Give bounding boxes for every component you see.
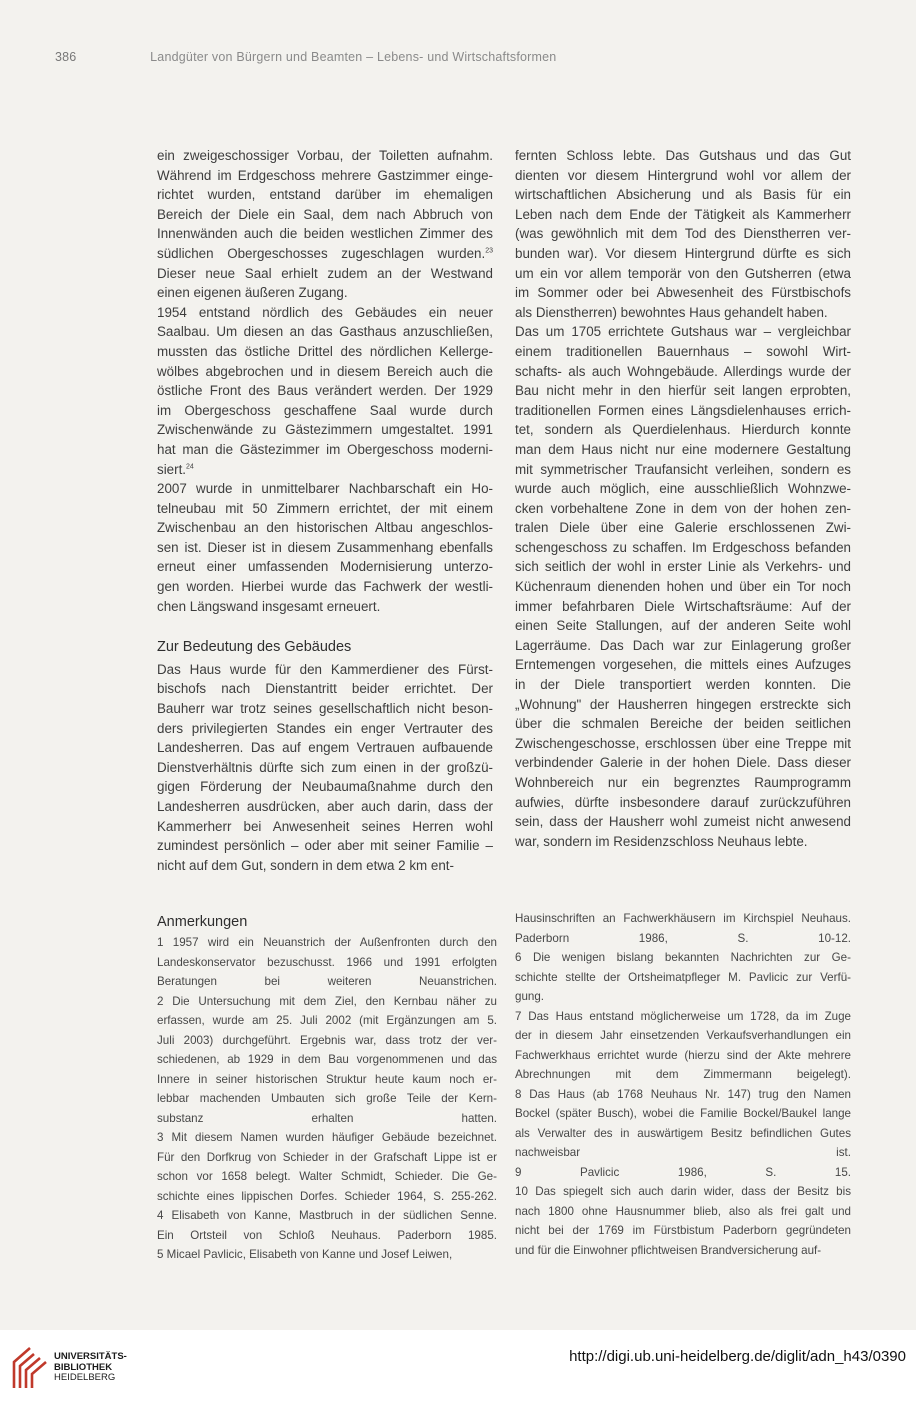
text-line: einen eigenen äußeren Zugang. xyxy=(157,285,348,301)
text-line: bunden war). Vor diesem Hintergrund dürfte es sich xyxy=(515,245,851,261)
text-line: cken vorbehaltene Zone in dem von der hohen zen- xyxy=(515,500,851,516)
text-line: Juli 2003) durchgeführt. Ergebnis war, dass trotz der ver- xyxy=(157,1033,497,1047)
text-line: richtet wurden, entstand darüber im ehemaligen xyxy=(157,187,493,203)
text-line: Ein Ortsteil von Schloß Neuhaus. Paderborn 1985. xyxy=(157,1228,497,1242)
text-line: Dienstverhältnis dürfte sich zum einen in der großzü- xyxy=(157,759,493,775)
text-line: Fachwerkhaus errichtet wurde (hierzu sind der Akte mehrere xyxy=(515,1048,851,1062)
library-name xyxy=(54,1352,127,1384)
text-line: schon vor 1658 belegt. Walter Schmidt, Schieder. Die Ge- xyxy=(157,1170,497,1183)
text-line: 9 Pavlicic 1986, S. 15. xyxy=(515,1165,851,1179)
text-line: 2 Die Untersuchung mit dem Ziel, den Kernbau näher zu xyxy=(157,994,497,1008)
text-line: man dem Haus nicht nur eine modernere Gestaltung xyxy=(515,441,851,457)
text-line: Bockel (später Busch), wobei die Familie Bockel/Baukel lange xyxy=(515,1107,851,1120)
text-line: Innenwänden auch die beiden westlichen Zimmer des xyxy=(157,226,493,242)
text-line: schengeschoss zu schaffen. Im Erdgeschoss befanden xyxy=(515,539,851,555)
text-line: Landeskonservator bezuschusst. 1966 und 1991 erfolgten xyxy=(157,955,497,969)
text-line: über die schmalen Bereiche der beiden seitlichen xyxy=(515,716,851,732)
text-line: (was gewöhnlich mit dem Tod des Dienstherren ver- xyxy=(515,226,851,242)
text-line: erneut einer umfassenden Modernisierung unterzo- xyxy=(157,559,493,575)
text-line: als Dienstherren) bewohntes Haus gehandelt haben. xyxy=(515,304,828,320)
text-line: Abrechnungen mit dem Zimmermann beigelegt). xyxy=(515,1068,851,1081)
notes-heading: Anmerkungen xyxy=(157,914,248,930)
text-line: mussten das östliche Drittel des nördlichen Kellerge- xyxy=(157,343,493,359)
text-line: 7 Das Haus entstand möglicherweise um 1728, da im Zuge xyxy=(515,1009,851,1023)
text-line: ein zweigeschossiger Vorbau, der Toiletten aufnahm. xyxy=(157,148,493,163)
text-line: immer befahrbaren Diele Wirtschaftsräume: Auf der xyxy=(515,598,851,614)
text-line: sein, dass der Hausherr wohl zumeist nicht anwesend xyxy=(515,814,851,830)
text-line: erfassen, wurde am 25. Juli 2002 (mit Ergänzungen am 5. xyxy=(157,1014,497,1027)
text-line: um ein vor allem temporär von den Gutsherren (etwa xyxy=(515,265,851,281)
text-line: Für den Dorfkrug von Schieder in der Grafschaft Lippe ist er xyxy=(157,1150,497,1164)
text-line: 4 Elisabeth von Kanne, Mastbruch in der südlichen Senne. xyxy=(157,1209,497,1222)
text-line: war, sondern im Residenzschloss Neuhaus lebte. xyxy=(515,833,808,849)
text-line: dienten vor diesem Hintergrund wohl vor allem der xyxy=(515,167,851,183)
right-text-column xyxy=(515,146,851,851)
paragraph xyxy=(157,146,493,303)
library-name-line: HEIDELBERG xyxy=(54,1372,116,1383)
text-line: wölbes abgebrochen und in diesem Bereich auch die xyxy=(157,363,493,379)
text-line: Dieser neue Saal erhielt zudem an der Westwand xyxy=(157,265,493,281)
text-line: als Verwalter des in auswärtigem Besitz befindlichen Gutes xyxy=(515,1126,851,1140)
text-line: Innere in seiner historischen Struktur heute kaum noch er- xyxy=(157,1072,497,1086)
text-line: Das Haus wurde für den Kammerdiener des Fürst- xyxy=(157,661,493,677)
text-line: Während im Erdgeschoss mehrere Gastzimmer einge- xyxy=(157,167,493,183)
text-line: sich seitlich der wohl in erster Linie als Verkehrs- und xyxy=(515,559,851,575)
text-line: Bauherr war trotz seines gesellschaftlich nicht beson- xyxy=(157,701,493,717)
text-line: Erntemengen vorgesehen, die mittels eines Aufzuges xyxy=(515,657,851,673)
text-line: chen Längswand insgesamt erneuert. xyxy=(157,598,381,614)
left-text-column xyxy=(157,146,493,875)
text-line: gen worden. Hierbei wurde das Fachwerk der westli- xyxy=(157,579,493,595)
paragraph xyxy=(157,660,493,876)
paragraph xyxy=(157,479,493,616)
text-line: im Sommer oder bei Abwesenheit des Fürstbischofs xyxy=(515,285,851,301)
text-line: 1954 entstand nördlich des Gebäudes ein neuer xyxy=(157,304,493,320)
page-number: 386 xyxy=(55,50,77,64)
text-line: nach 1800 ohne Hausnummer blieb, also als frei galt und xyxy=(515,1204,851,1218)
text-line: und für die Einwohner pflichtweisen Brandversicherung auf- xyxy=(515,1243,822,1257)
text-line: einen Seite Stallungen, auf der anderen Seite wohl xyxy=(515,618,851,634)
section-heading: Zur Bedeutung des Gebäudes xyxy=(157,639,352,656)
footnote-ref[interactable]: 24 xyxy=(186,463,194,471)
notes-right-column xyxy=(515,909,851,1260)
text-line: mit symmetrischer Traufansicht verleihen, sondern es xyxy=(515,461,851,477)
text-line: Landesherren ausdrücken, aber auch darin, dass der xyxy=(157,799,493,814)
text-line: zumindest persönlich – oder aber mit seiner Familie – xyxy=(157,838,493,854)
text-line: wurde auch möglich, eine ausschließlich Wohnzwe- xyxy=(515,481,851,497)
text-line: traditionellen Formen eines Längsdielenhauses errich- xyxy=(515,402,851,418)
text-line: südlichen Obergeschosses zugeschlagen wurden.$^{23}$ xyxy=(157,245,493,261)
text-line: fernten Schloss lebte. Das Gutshaus und das Gut xyxy=(515,148,851,163)
text-line: bischofs nach Dienstantritt beider errichtet. Der xyxy=(157,681,493,697)
text-line: 1 1957 wird ein Neuanstrich der Außenfronten durch den xyxy=(157,936,497,949)
text-line: Paderborn 1986, S. 10-12. xyxy=(515,931,851,945)
text-line: 5 Micael Pavlicic, Elisabeth von Kanne und Josef Leiwen, xyxy=(157,1248,453,1261)
notes-left-column xyxy=(157,933,497,1265)
text-line: tet, sondern als Querdielenhaus. Hierdurch konnte xyxy=(515,422,851,438)
text-line: Kammerherr bei Anwesenheit seines Herren wohl xyxy=(157,818,493,834)
paragraph xyxy=(157,303,493,479)
text-line: schiedenen, ab 1929 in dem Bau vorgenommenen und das xyxy=(157,1053,497,1066)
library-name-line: UNIVERSITÄTS- xyxy=(54,1351,127,1362)
text-line: östliche Front des Baus verändert werden. Der 1929 xyxy=(157,383,493,399)
text-line: telneubau mit 50 Zimmern errichtet, der mit einem xyxy=(157,500,493,516)
library-name-line: BIBLIOTHEK xyxy=(54,1361,113,1373)
text-line: Landesherren. Das auf engem Vertrauen aufbauende xyxy=(157,740,493,756)
text-line: schichte eines lippischen Dorfes. Schieder 1964, S. 255-262. xyxy=(157,1189,497,1203)
permalink-url[interactable]: http://digi.ub.uni-heidelberg.de/diglit/adn_h43/0390 xyxy=(569,1348,906,1365)
text-line: schichte stellte der Ortsheimatpfleger M. Pavlicic zur Verfü- xyxy=(515,970,851,984)
text-line: 6 Die wenigen bislang bekannten Nachrichten zur Ge- xyxy=(515,951,851,964)
text-line: siert.$^{24}$ xyxy=(157,461,194,477)
text-line: der in diesem Jahr einsetzenden Verkaufsverhandlungen ein xyxy=(515,1029,851,1042)
text-line: wirtschaftlichen Absicherung und als Basis für ein xyxy=(515,187,851,203)
text-line: Bereich der Diele ein Saal, dem nach Abbruch von xyxy=(157,206,493,222)
text-line: nachweisbar ist. xyxy=(515,1146,851,1159)
running-head xyxy=(55,50,556,64)
text-line: sen ist. Dieser ist in diesem Zusammenhang ebenfalls xyxy=(157,539,493,555)
text-line: hat man die Gästezimmer im Obergeschoss moderni- xyxy=(157,441,493,457)
text-line: in der Diele transportiert werden konnten. Die xyxy=(515,677,851,693)
text-line: Saalbau. Um diesen an das Gasthaus anzuschließen, xyxy=(157,324,493,340)
text-line: Leben nach dem Ende der Tätigkeit als Kammerherr xyxy=(515,206,851,222)
text-line: Beratungen bei weiteren Neuanstrichen. xyxy=(157,975,497,988)
text-line: einem traditionellen Bauernhaus – sowohl Wirt- xyxy=(515,343,851,359)
text-line: 3 Mit diesem Namen wurden häufiger Gebäude bezeichnet. xyxy=(157,1131,497,1144)
text-line: schafts- als auch Wohngebäude. Allerdings wurde der xyxy=(515,363,851,379)
text-line: gung. xyxy=(515,990,545,1003)
text-line: Das um 1705 errichtete Gutshaus war – vergleichbar xyxy=(515,324,851,340)
text-line: „Wohnung" der Hausherren hingegen erstreckte sich xyxy=(515,696,851,712)
text-line: aufwies, dürfte insbesondere darauf zurückzuführen xyxy=(515,794,851,810)
running-title: Landgüter von Bürgern und Beamten – Lebens- und Wirtschaftsformen xyxy=(150,50,557,64)
text-line: Zwischenbau an den historischen Altbau angeschlos- xyxy=(157,520,493,536)
text-line: verbindender Galerie in der hohen Diele. Dass dieser xyxy=(515,755,851,771)
text-line: 2007 wurde in unmittelbarer Nachbarschaft ein Ho- xyxy=(157,481,493,497)
text-line: Zwischengeschosse, erschlossen über eine Treppe mit xyxy=(515,735,851,751)
text-line: substanz erhalten hatten. xyxy=(157,1111,497,1125)
text-line: nicht auf dem Gut, sondern in dem etwa 2 km ent- xyxy=(157,857,454,873)
paragraph xyxy=(515,146,851,322)
library-logo-icon xyxy=(10,1344,50,1390)
text-line: Hausinschriften an Fachwerkhäusern im Kirchspiel Neuhaus. xyxy=(515,912,851,925)
paragraph xyxy=(515,322,851,851)
text-line: Küchenraum dienenden hohen und über ein Tor noch xyxy=(515,579,851,595)
text-line: Wohnbereich nur ein begrenztes Raumprogramm xyxy=(515,775,851,790)
footnote-ref[interactable]: 23 xyxy=(485,247,493,255)
text-line: nicht bei der 1769 im Fürstbistum Paderborn gegründeten xyxy=(515,1224,851,1237)
text-line: Bau nicht mehr in den hierfür seit langen erprobten, xyxy=(515,383,851,399)
text-line: gigen Förderung der Neubaumaßnahme durch den xyxy=(157,779,493,795)
text-line: lebbar machenden Umbauten sich große Teile der Kern- xyxy=(157,1092,497,1105)
text-line: im Obergeschoss geschaffene Saal wurde durch xyxy=(157,402,493,418)
text-line: Lagerräume. Das Dach war zur Einlagerung großer xyxy=(515,637,851,653)
text-line: 10 Das spiegelt sich auch darin wider, dass der Besitz bis xyxy=(515,1185,851,1198)
text-line: tralen Diele über eine Galerie erschlossenen Zwi- xyxy=(515,520,851,536)
footer-bar xyxy=(0,1330,916,1402)
text-line: ders privilegierten Standes ein enger Vertrauter des xyxy=(157,720,493,736)
text-line: 8 Das Haus (ab 1768 Neuhaus Nr. 147) trug den Namen xyxy=(515,1087,851,1101)
text-line: Zwischenwände zu Gästezimmern umgestaltet. 1991 xyxy=(157,422,493,438)
